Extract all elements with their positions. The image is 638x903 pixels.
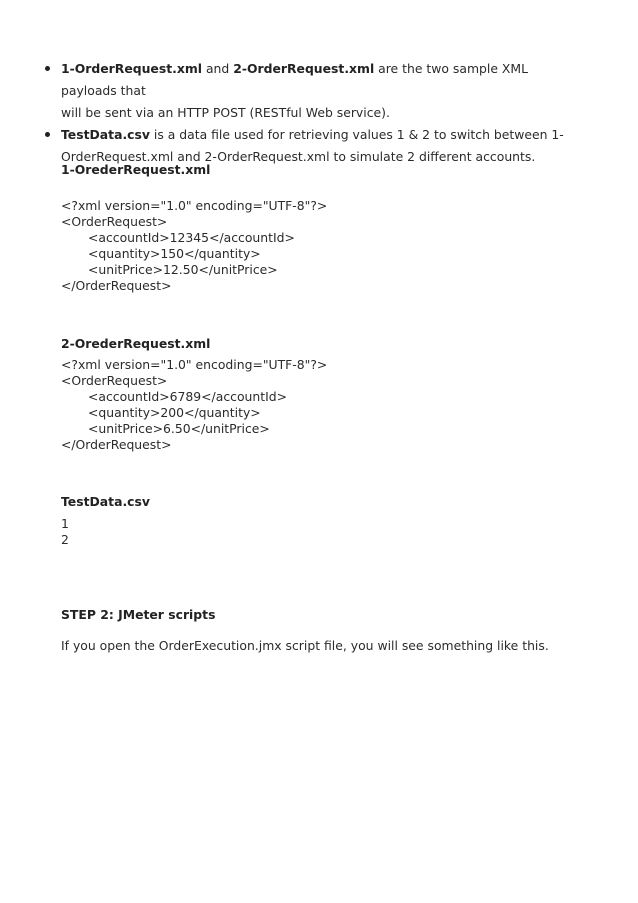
file-name-bold: 1-OrderRequest.xml	[61, 61, 202, 76]
bullet-item-payloads	[40, 58, 580, 124]
csv-line: 1	[61, 516, 69, 531]
code-line: <accountId>6789</accountId>	[88, 389, 288, 404]
file-name-bold: 2-OrderRequest.xml	[233, 61, 375, 76]
code-line: <OrderRequest>	[61, 214, 168, 229]
code-line: <unitPrice>6.50</unitPrice>	[88, 421, 270, 436]
section-heading-1: 1-OrederRequest.xml	[61, 162, 211, 177]
bullet-list	[40, 58, 580, 168]
csv-values-block	[61, 516, 69, 548]
bullet-dot-icon	[45, 132, 50, 137]
file-name-bold: TestData.csv	[61, 127, 150, 142]
code-line: <quantity>200</quantity>	[88, 405, 261, 420]
bullet-dot-icon	[45, 66, 50, 71]
bullet-line: 1-OrderRequest.xml and 2-OrderRequest.xml are the two sample XML payloads that	[61, 61, 528, 98]
section-heading-3: TestData.csv	[61, 494, 150, 509]
code-line: <unitPrice>12.50</unitPrice>	[88, 262, 278, 277]
code-line: <?xml version="1.0" encoding="UTF-8"?>	[61, 357, 328, 372]
section-heading-2: 2-OrederRequest.xml	[61, 336, 211, 351]
xml-code-block-2	[61, 357, 327, 453]
code-line: <OrderRequest>	[61, 373, 168, 388]
step2-paragraph: If you open the OrderExecution.jmx script file, you will see something like this.	[61, 638, 549, 653]
step2-heading: STEP 2: JMeter scripts	[61, 607, 216, 622]
code-line: <?xml version="1.0" encoding="UTF-8"?>	[61, 198, 328, 213]
bullet-line: TestData.csv is a data file used for retrieving values 1 & 2 to switch between 1-	[61, 127, 564, 142]
code-line: <accountId>12345</accountId>	[88, 230, 295, 245]
code-line: </OrderRequest>	[61, 278, 172, 293]
csv-line: 2	[61, 532, 69, 547]
code-line: <quantity>150</quantity>	[88, 246, 261, 261]
bullet-line: will be sent via an HTTP POST (RESTful Web service).	[61, 105, 390, 120]
code-line: </OrderRequest>	[61, 437, 172, 452]
xml-code-block-1	[61, 198, 327, 294]
bullet-line: OrderRequest.xml and 2-OrderRequest.xml to simulate 2 different accounts.	[61, 149, 536, 164]
